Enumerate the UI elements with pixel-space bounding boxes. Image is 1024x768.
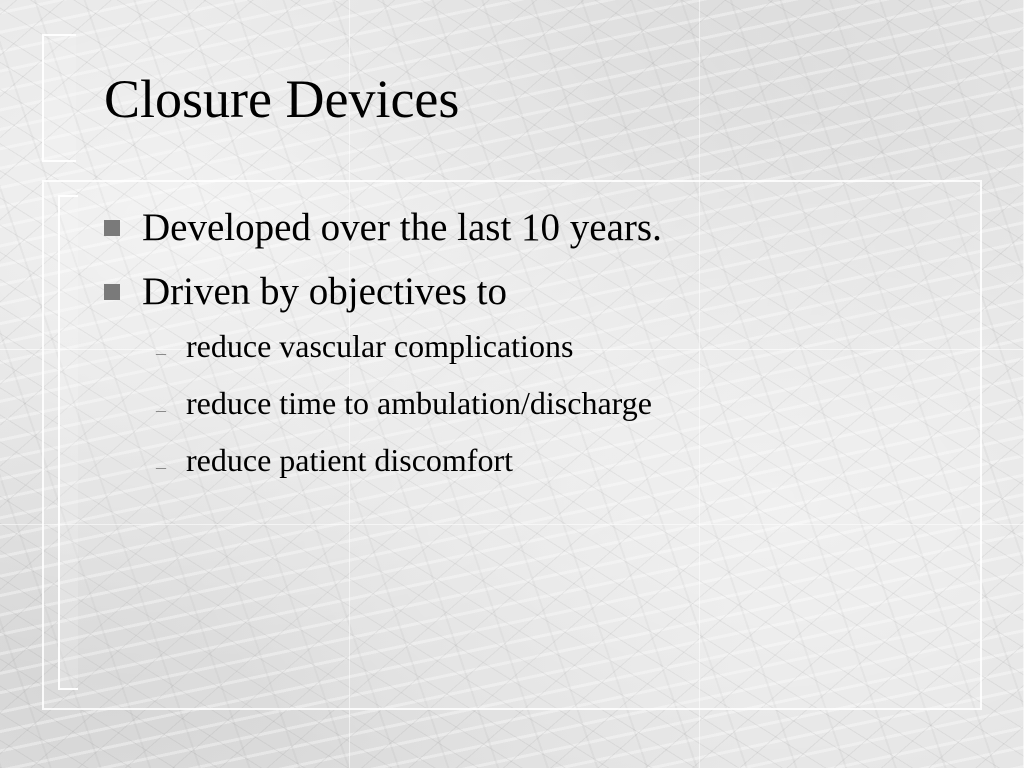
- bullet-text: Driven by objectives to: [142, 270, 507, 313]
- square-bullet-icon: [104, 284, 120, 300]
- dash-bullet-icon: –: [156, 342, 166, 364]
- dash-bullet-icon: –: [156, 456, 166, 478]
- bullet-item: [104, 208, 662, 272]
- sub-bullet-group: [104, 328, 662, 507]
- bullet-list: [104, 208, 662, 507]
- sub-bullet-item: [104, 444, 662, 501]
- sub-bullet-text: reduce vascular complications: [186, 328, 574, 364]
- bullet-item: [104, 272, 662, 336]
- square-bullet-icon: [104, 220, 120, 236]
- sub-bullet-item: [104, 387, 662, 444]
- sub-bullet-list: [104, 330, 662, 501]
- sub-bullet-text: reduce time to ambulation/discharge: [186, 385, 652, 421]
- sub-bullet-item: [104, 330, 662, 387]
- dash-bullet-icon: –: [156, 399, 166, 421]
- bullet-text: Developed over the last 10 years.: [142, 206, 662, 249]
- sub-bullet-text: reduce patient discomfort: [186, 442, 513, 478]
- slide-title: Closure Devices: [104, 69, 460, 129]
- content-accent-bar: [58, 195, 78, 690]
- title-accent-bar: [42, 34, 76, 162]
